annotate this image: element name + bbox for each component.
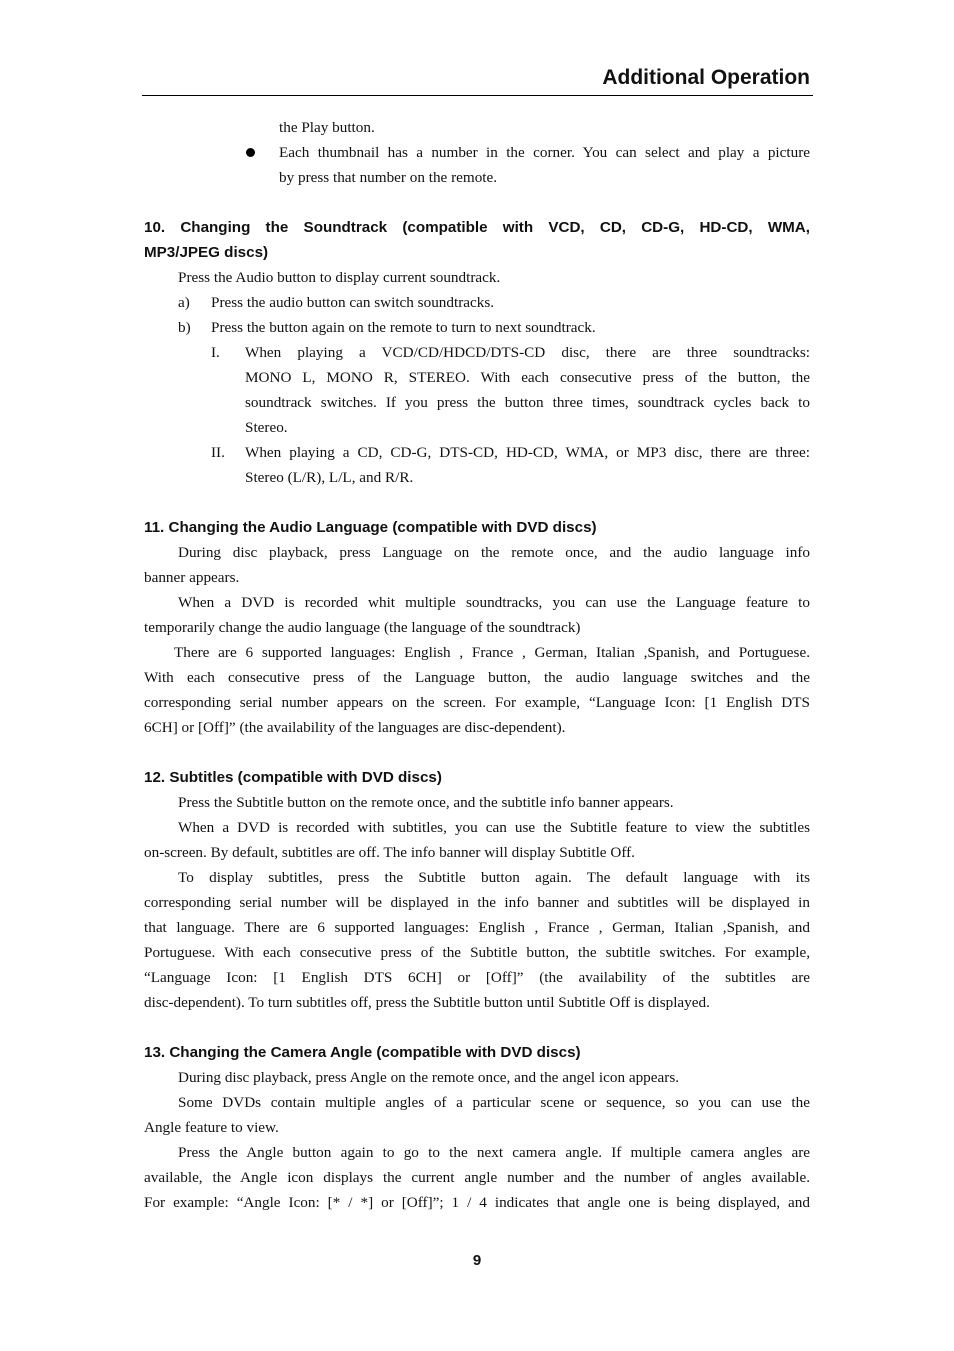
paragraph-line: temporarily change the audio language (the language of the soundtrack) [144,619,581,636]
section-12-heading: 12. Subtitles (compatible with DVD discs) [144,769,442,786]
intro-text: the Play button. [279,119,375,136]
paragraph-line: There are 6 supported languages: English , France , German, Italian ,Spanish, and Portuguese. [174,644,810,661]
paragraph-line: available, the Angle icon displays the current angle number and the number of angles available. [144,1169,810,1186]
section-11-heading: 11. Changing the Audio Language (compatible with DVD discs) [144,519,597,536]
paragraph-line: When a DVD is recorded with subtitles, you can use the Subtitle feature to view the subtitles [178,819,810,836]
sublist-item-i-cont [144,415,810,440]
paragraph-line: corresponding serial number appears on the screen. For example, “Language Icon: [1 English DTS [144,694,810,711]
list-marker: II. [211,444,225,461]
paragraph-line: 6CH] or [Off]” (the availability of the languages are disc-dependent). [144,719,566,736]
paragraph-line: “Language Icon: [1 English DTS 6CH] or [Off]” (the availability of the subtitles are [144,969,810,986]
list-text: When playing a VCD/CD/HDCD/DTS-CD disc, there are three soundtracks: [245,344,810,361]
paragraph [144,265,810,290]
page-number: 9 [472,1252,482,1269]
list-marker: I. [211,344,220,361]
paragraph-line: Press the Subtitle button on the remote once, and the subtitle info banner appears. [178,794,674,811]
list-text: Stereo (L/R), L/L, and R/R. [245,469,414,486]
list-text: Stereo. [245,419,288,436]
sublist-item-ii-cont [144,465,810,490]
bullet-text-line: by press that number on the remote. [279,169,498,186]
sublist-item-i [144,340,810,365]
list-text: soundtrack switches. If you press the button three times, soundtrack cycles back to [245,394,810,411]
sublist-item-ii [144,440,810,465]
list-text: MONO L, MONO R, STEREO. With each consecutive press of the button, the [245,369,810,386]
list-text: Press the audio button can switch soundtracks. [211,294,495,311]
paragraph-line: When a DVD is recorded whit multiple soundtracks, you can use the Language feature to [178,594,810,611]
sublist-item-i-cont [144,390,810,415]
list-item-b [144,315,810,340]
page-header-title: Additional Operation [602,66,810,89]
section-10-heading: 10. Changing the Soundtrack (compatible with VCD, CD, CD-G, HD-CD, WMA, [144,219,810,236]
paragraph-text: Press the Audio button to display current soundtrack. [178,269,501,286]
paragraph-line: corresponding serial number will be displayed in the info banner and subtitles will be displayed in [144,894,810,911]
list-text: Press the button again on the remote to turn to next soundtrack. [211,319,596,336]
list-item-a [144,290,810,315]
intro-line [144,115,810,140]
paragraph-line: For example: “Angle Icon: [* / *] or [Off]”; 1 / 4 indicates that angle one is being displayed, and [144,1194,810,1211]
list-text: When playing a CD, CD-G, DTS-CD, HD-CD, WMA, or MP3 disc, there are three: [245,444,810,461]
paragraph-line: disc-dependent). To turn subtitles off, press the Subtitle button until Subtitle Off is displayed. [144,994,710,1011]
header-rule [142,95,813,96]
paragraph-line: Some DVDs contain multiple angles of a particular scene or sequence, so you can use the [178,1094,810,1111]
paragraph-line: To display subtitles, press the Subtitle button again. The default language with its [178,869,810,886]
paragraph-line: Portuguese. With each consecutive press of the Subtitle button, the subtitle switches. For example, [144,944,810,961]
paragraph-line: Press the Angle button again to go to the next camera angle. If multiple camera angles are [178,1144,810,1161]
bullet-icon [246,148,255,157]
paragraph-line: Angle feature to view. [144,1119,279,1136]
page-body [144,115,810,1215]
paragraph-line: With each consecutive press of the Language button, the audio language switches and the [144,669,810,686]
section-13-heading: 13. Changing the Camera Angle (compatible with DVD discs) [144,1044,581,1061]
list-marker: a) [178,294,190,311]
paragraph-line: that language. There are 6 supported languages: English , France , German, Italian ,Spanish, and [144,919,810,936]
bullet-item [144,140,810,165]
paragraph-line: on-screen. By default, subtitles are off. The info banner will display Subtitle Off. [144,844,635,861]
section-10-heading-cont: MP3/JPEG discs) [144,244,269,261]
list-marker: b) [178,319,191,336]
sublist-item-i-cont [144,365,810,390]
paragraph-line: During disc playback, press Language on the remote once, and the audio language info [178,544,810,561]
bullet-text-line: Each thumbnail has a number in the corner. You can select and play a picture [279,144,810,161]
bullet-item-continued [144,165,810,190]
paragraph-line: During disc playback, press Angle on the remote once, and the angel icon appears. [178,1069,680,1086]
paragraph-line: banner appears. [144,569,240,586]
